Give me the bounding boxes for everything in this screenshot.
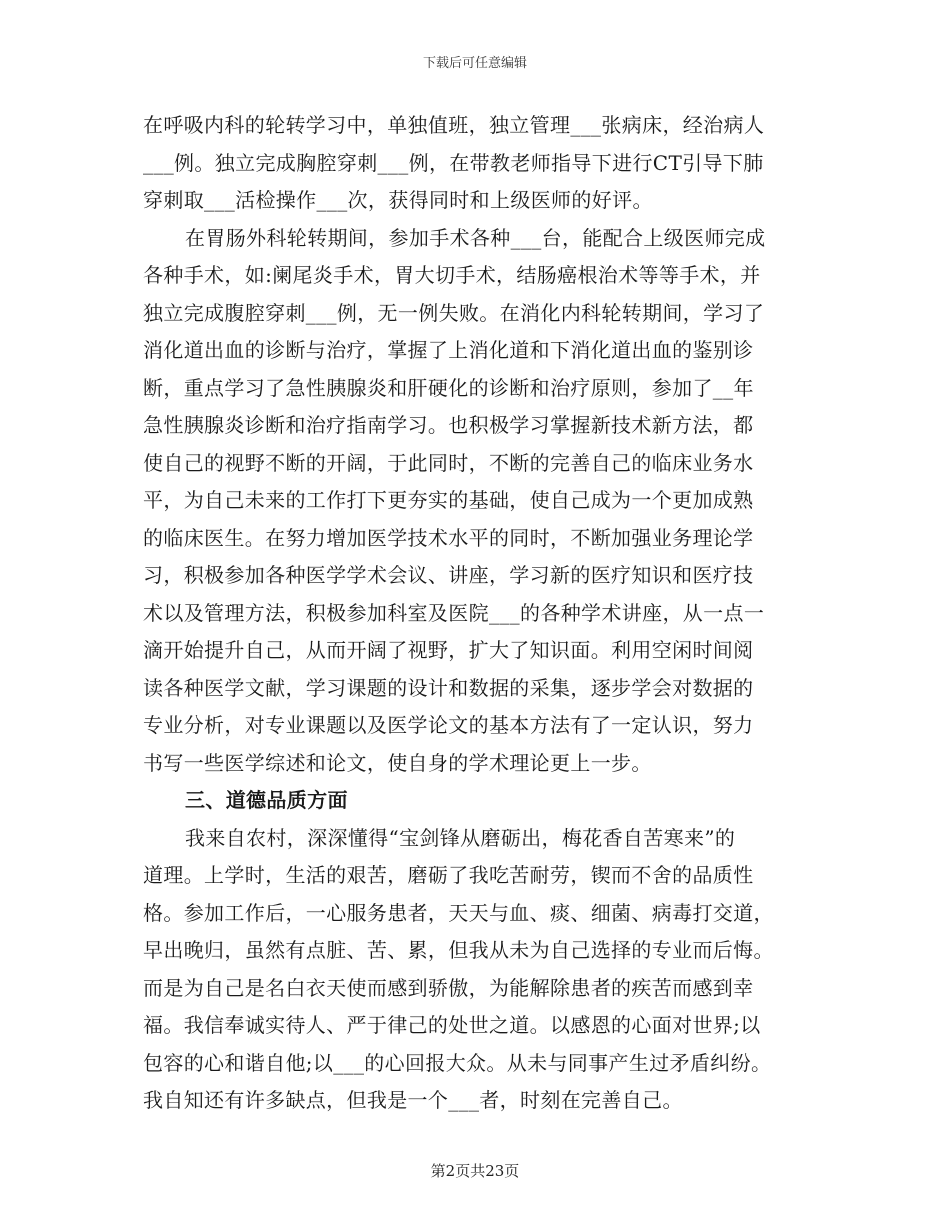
text-line: 使自己的视野不断的开阔，于此同时，不断的完善自己的临床业务水	[143, 450, 754, 475]
text-line: 我来自农村，深深懂得“宝剑锋从磨砺出，梅花香自苦寒来”的	[185, 825, 736, 850]
text-line: 术以及管理方法，积极参加科室及医院___的各种学术讲座，从一点一	[143, 600, 765, 625]
text-line: 在胃肠外科轮转期间，参加手术各种___台，能配合上级医师完成	[185, 225, 766, 250]
text-line: 格。参加工作后，一心服务患者，天天与血、痰、细菌、病毒打交道，	[143, 900, 774, 925]
text-line: 各种手术，如:阑尾炎手术，胃大切手术，结肠癌根治术等等手术，并	[143, 263, 761, 287]
text-line: 滴开始提升自己，从而开阔了视野，扩大了知识面。利用空闲时间阅	[143, 638, 754, 662]
text-line: 道理。上学时，生活的艰苦，磨砺了我吃苦耐劳，锲而不舍的品质性	[143, 863, 754, 887]
text-line: 消化道出血的诊断与治疗，掌握了上消化道和下消化道出血的鉴别诊	[143, 338, 754, 362]
text-line: 包容的心和谐自他;以___的心回报大众。从未与同事产生过矛盾纠纷。	[143, 1050, 772, 1075]
text-line: 福。我信奉诚实待人、严于律己的处世之道。以感恩的心面对世界;以	[143, 1013, 761, 1037]
text-line: 急性胰腺炎诊断和治疗指南学习。也积极学习掌握新技术新方法，都	[143, 413, 754, 437]
text-line: 在呼吸内科的轮转学习中，单独值班，独立管理___张病床，经治病人	[143, 113, 765, 137]
text-line: 穿刺取___活检操作___次，获得同时和上级医师的好评。	[143, 188, 653, 212]
text-line: 的临床医生。在努力增加医学技术水平的同时，不断加强业务理论学	[143, 525, 754, 550]
text-line: 断，重点学习了急性胰腺炎和肝硬化的诊断和治疗原则，参加了__年	[143, 375, 754, 400]
text-line: 而是为自己是名白衣天使而感到骄傲，为能解除患者的疾苦而感到幸	[143, 975, 754, 1000]
text-line: 习，积极参加各种医学学术会议、讲座，学习新的医疗知识和医疗技	[143, 563, 754, 587]
section-heading: 三、道德品质方面	[185, 788, 348, 812]
text-line: 独立完成腹腔穿刺___例，无一例失败。在消化内科轮转期间，学习了	[143, 300, 765, 325]
text-line: ___例。独立完成胸腔穿刺___例，在带教老师指导下进行CT引导下肺	[143, 150, 764, 175]
body-text	[143, 107, 807, 1120]
text-line: 读各种医学文献，学习课题的设计和数据的采集，逐步学会对数据的	[143, 675, 754, 700]
text-line: 书写一些医学综述和论文，使自身的学术理论更上一步。	[143, 750, 652, 775]
text-line: 平，为自己未来的工作打下更夯实的基础，使自己成为一个更加成熟	[143, 488, 754, 512]
text-line: 我自知还有许多缺点，但我是一个___者，时刻在完善自己。	[143, 1088, 683, 1112]
text-line: 专业分析，对专业课题以及医学论文的基本方法有了一定认识，努力	[143, 713, 754, 737]
page-footer: 第2页共23页	[430, 1162, 520, 1180]
text-line: 早出晚归，虽然有点脏、苦、累，但我从未为自己选择的专业而后悔。	[143, 938, 774, 962]
page-header: 下载后可任意编辑	[422, 56, 527, 71]
